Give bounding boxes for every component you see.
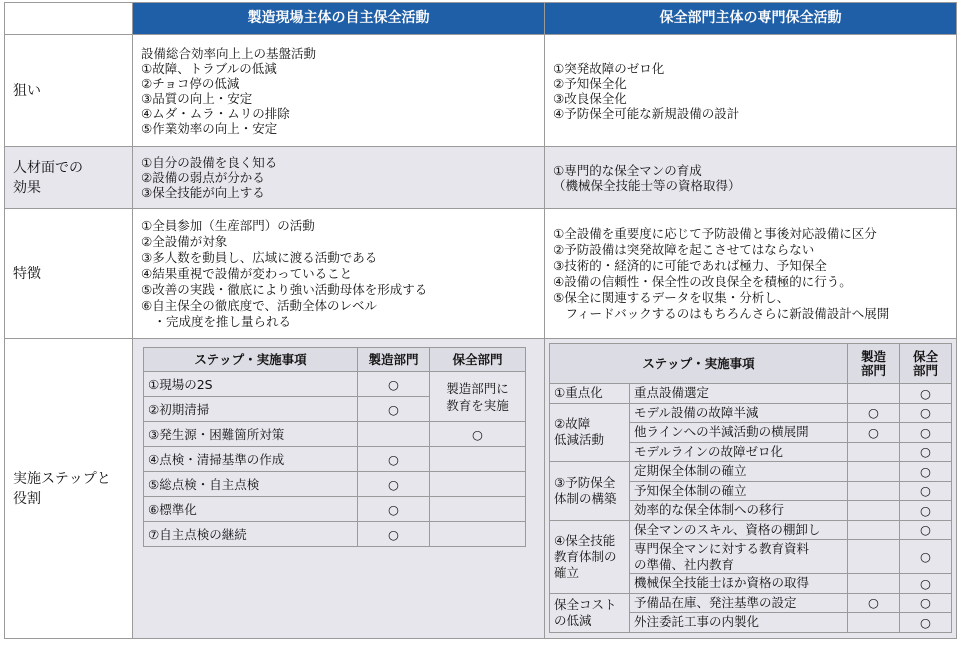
mfg-mark xyxy=(848,384,900,404)
step-item-cell: モデルラインの故障ゼロ化 xyxy=(630,442,848,462)
header-corner xyxy=(5,3,133,35)
text-line: ①全設備を重要度に応じて予防設備と事後対応設備に区分 xyxy=(553,225,877,241)
row-label-steps: 実施ステップと 役割 xyxy=(5,339,133,639)
empty-cell xyxy=(430,447,526,472)
row-steps xyxy=(5,339,957,639)
mnt-mark: ○ xyxy=(900,403,952,423)
step-item-cell: 機械保全技能士ほか資格の取得 xyxy=(630,574,848,594)
table-row xyxy=(144,372,526,397)
text-line: ・完成度を推し量られる xyxy=(141,313,292,329)
table-row xyxy=(144,472,526,497)
table-row xyxy=(550,520,952,540)
mfg-mark: ○ xyxy=(358,397,430,422)
aim-senmon-cell xyxy=(545,35,957,147)
step-item-cell: 外注委託工事の内製化 xyxy=(630,613,848,633)
mfg-mark: ○ xyxy=(848,403,900,423)
text-line: ④ムダ・ムラ・ムリの排除 xyxy=(141,105,290,121)
row-feature xyxy=(5,209,957,339)
table-row xyxy=(144,447,526,472)
steps-header-mfg: 製造 部門 xyxy=(848,344,900,384)
mfg-mark: ○ xyxy=(358,447,430,472)
mnt-mark: ○ xyxy=(900,540,952,574)
table-row xyxy=(550,593,952,613)
mfg-mark xyxy=(848,481,900,501)
mfg-mark: ○ xyxy=(358,472,430,497)
steps-header-mfg: 製造部門 xyxy=(358,348,430,372)
step-cell: ③発生源・困難箇所対策 xyxy=(144,422,358,447)
step-group-label: ③予防保全 体制の構築 xyxy=(550,462,630,521)
mfg-mark: ○ xyxy=(358,372,430,397)
step-item-cell: 他ラインへの半減活動の横展開 xyxy=(630,423,848,443)
mnt-mark: ○ xyxy=(900,384,952,404)
mnt-mark: ○ xyxy=(900,613,952,633)
mfg-mark xyxy=(848,574,900,594)
jishu-steps-table xyxy=(143,347,526,547)
step-item-cell: 予備品在庫、発注基準の設定 xyxy=(630,593,848,613)
table-row xyxy=(144,422,526,447)
step-item-cell: 重点設備選定 xyxy=(630,384,848,404)
step-item-cell: 効率的な保全体制への移行 xyxy=(630,501,848,521)
empty-cell xyxy=(430,497,526,522)
mnt-mark: ○ xyxy=(900,574,952,594)
text-line: ④設備の信頼性・保全性の改良保全を積極的に行う。 xyxy=(553,273,852,289)
mnt-mark: ○ xyxy=(900,501,952,521)
row-aim xyxy=(5,35,957,147)
step-item-cell: 予知保全体制の確立 xyxy=(630,481,848,501)
text-line: フィードバックするのはもちろんさらに新設備設計へ展開 xyxy=(553,305,890,321)
mfg-mark: ○ xyxy=(358,497,430,522)
text-line: ②予防設備は突発故障を起こさせてはならない xyxy=(553,241,815,257)
effect-senmon-cell xyxy=(545,147,957,209)
step-item-cell: 保全マンのスキル、資格の棚卸し xyxy=(630,520,848,540)
mfg-mark: ○ xyxy=(358,522,430,547)
row-effect xyxy=(5,147,957,209)
step-item-cell: 定期保全体制の確立 xyxy=(630,462,848,482)
empty-cell xyxy=(430,522,526,547)
text-line: ①突発故障のゼロ化 xyxy=(553,60,665,76)
step-item-cell: 専門保全マンに対する教育資料 の準備、社内教育 xyxy=(630,540,848,574)
text-line: ②設備の弱点が分かる xyxy=(141,170,265,185)
row-label-feature: 特徴 xyxy=(5,209,133,339)
row-label-aim: 狙い xyxy=(5,35,133,147)
text-line: ④予防保全可能な新規設備の設計 xyxy=(553,105,740,121)
step-group-label: ④保全技能 教育体制の 確立 xyxy=(550,520,630,593)
step-group-label: ①重点化 xyxy=(550,384,630,404)
step-group-label: ②故障 低減活動 xyxy=(550,403,630,462)
table-row xyxy=(550,462,952,482)
text-line: ①全員参加（生産部門）の活動 xyxy=(141,217,315,233)
table-row xyxy=(144,522,526,547)
mnt-mark: ○ xyxy=(900,481,952,501)
step-cell: ①現場の2S xyxy=(144,372,358,397)
steps-header-step: ステップ・実施事項 xyxy=(144,348,358,372)
mnt-mark: ○ xyxy=(900,520,952,540)
text-line: （機械保全技能士等の資格取得） xyxy=(553,177,741,193)
text-line: ①専門的な保全マンの育成 xyxy=(553,162,702,178)
feature-senmon-cell xyxy=(545,209,957,339)
step-cell: ⑦自主点検の継続 xyxy=(144,522,358,547)
jishu-steps-cell xyxy=(133,339,545,639)
mfg-mark xyxy=(848,540,900,574)
mfg-mark xyxy=(848,613,900,633)
text-line: ②全設備が対象 xyxy=(141,233,228,249)
mfg-mark: ○ xyxy=(848,423,900,443)
effect-jishu-cell xyxy=(133,147,545,209)
text-line: ①故障、トラブルの低減 xyxy=(141,60,277,76)
step-cell: ⑤総点検・自主点検 xyxy=(144,472,358,497)
header-senmon-hozen: 保全部門主体の専門保全活動 xyxy=(545,3,957,35)
mnt-mark: ○ xyxy=(900,462,952,482)
text-line: ⑥自主保全の徹底度で、活動全体のレベル xyxy=(141,297,377,313)
header-jishu-hozen: 製造現場主体の自主保全活動 xyxy=(133,3,545,35)
senmon-steps-table xyxy=(549,343,952,633)
comparison-table xyxy=(4,2,957,639)
text-line: ⑤保全に関連するデータを収集・分析し、 xyxy=(553,289,790,305)
steps-header-mnt: 保全 部門 xyxy=(900,344,952,384)
mfg-mark xyxy=(848,462,900,482)
mfg-mark xyxy=(848,501,900,521)
mnt-mark: ○ xyxy=(900,442,952,462)
mfg-mark xyxy=(848,442,900,462)
empty-cell xyxy=(430,472,526,497)
table-row xyxy=(144,497,526,522)
step-item-cell: モデル設備の故障半減 xyxy=(630,403,848,423)
step-cell: ④点検・清掃基準の作成 xyxy=(144,447,358,472)
text-line: ③多人数を動員し、広域に渡る活動である xyxy=(141,249,378,265)
mnt-mark: ○ xyxy=(430,422,526,447)
text-line: ③品質の向上・安定 xyxy=(141,90,253,106)
steps-header-mnt: 保全部門 xyxy=(430,348,526,372)
table-row xyxy=(550,403,952,423)
mfg-mark: ○ xyxy=(848,593,900,613)
feature-jishu-cell xyxy=(133,209,545,339)
text-line: ③改良保全化 xyxy=(553,90,627,106)
step-cell: ⑥標準化 xyxy=(144,497,358,522)
senmon-steps-cell xyxy=(545,339,957,639)
text-line: ⑤改善の実践・徹底により強い活動母体を形成する xyxy=(141,281,428,297)
mnt-merged-note: 製造部門に 教育を実施 xyxy=(430,372,526,422)
text-line: ①自分の設備を良く知る xyxy=(141,155,278,170)
mnt-mark: ○ xyxy=(900,593,952,613)
row-label-effect: 人材面での 効果 xyxy=(5,147,133,209)
mfg-mark xyxy=(848,520,900,540)
mfg-mark xyxy=(358,422,430,447)
steps-header-step: ステップ・実施事項 xyxy=(550,344,848,384)
text-line: ④結果重視で設備が変わっていること xyxy=(141,265,353,281)
aim-jishu-cell xyxy=(133,35,545,147)
text-line: ③技術的・経済的に可能であれば極力、予知保全 xyxy=(553,257,827,273)
text-line: ⑤作業効率の向上・安定 xyxy=(141,120,278,136)
mnt-mark: ○ xyxy=(900,423,952,443)
step-cell: ②初期清掃 xyxy=(144,397,358,422)
step-group-label: 保全コスト の低減 xyxy=(550,593,630,632)
text-line: ②チョコ停の低減 xyxy=(141,75,240,91)
text-line: ②予知保全化 xyxy=(553,75,627,91)
text-line: 設備総合効率向上上の基盤活動 xyxy=(141,45,317,61)
table-row xyxy=(550,384,952,404)
text-line: ③保全技能が向上する xyxy=(141,185,265,200)
